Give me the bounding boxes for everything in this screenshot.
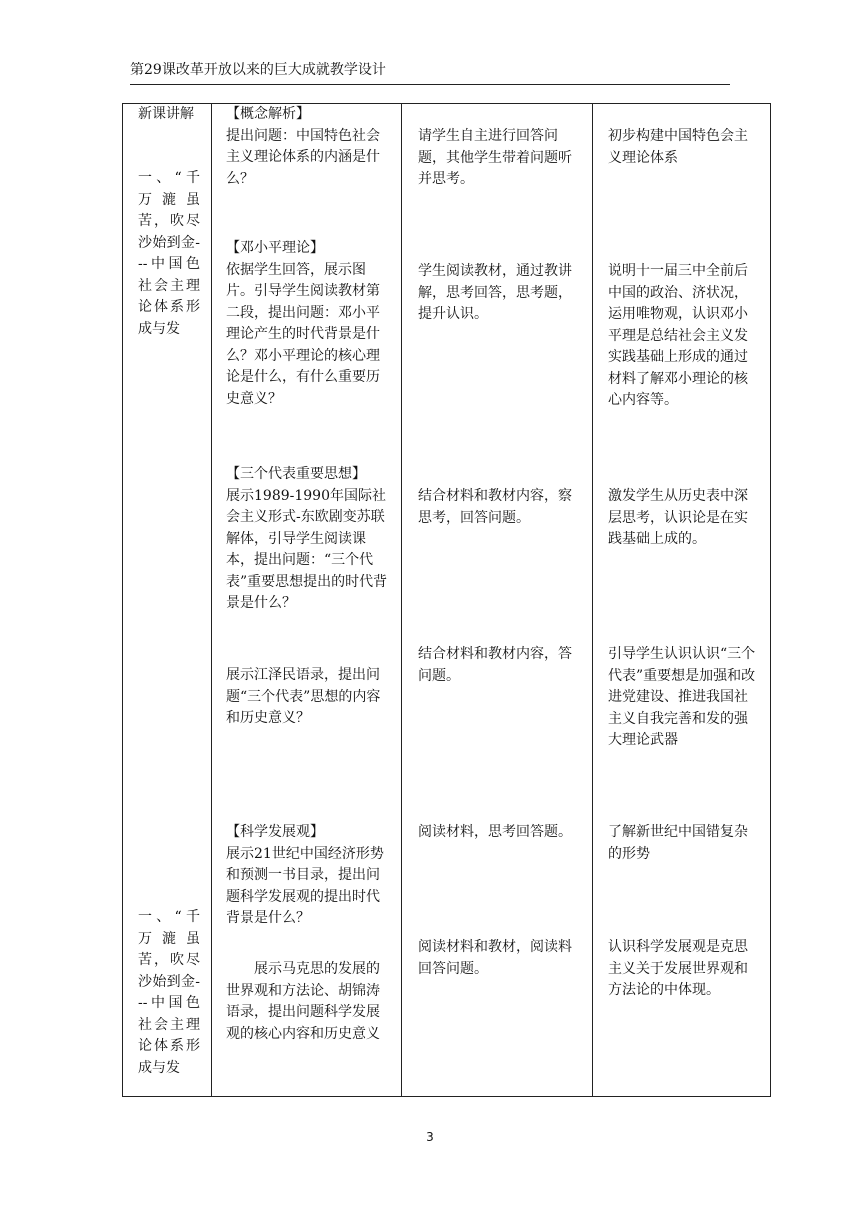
student-block-1: 请学生自主进行回答问题，其他学生带着问题听并思考。 bbox=[418, 128, 572, 187]
teacher-block-dengxiaoping: 【邓小平理论】 依据学生回答，展示图片。引导学生阅读教材第二段，提出问题：邓小平理论产生的时代背景是什么？邓小平理论的核心理论是什么，有什么重要历史意义？ bbox=[226, 240, 380, 407]
student-block-6: 阅读材料和教材，阅读料回答问题。 bbox=[418, 939, 572, 977]
student-block-5: 阅读材料，思考回答题。 bbox=[418, 824, 572, 840]
intent-block-6: 认识科学发展观是克思主义关于发展世界观和方法论的中体现。 bbox=[608, 939, 748, 998]
document-header: 第29课改革开放以来的巨大成就教学设计 bbox=[130, 62, 386, 78]
student-block-3: 结合材料和教材内容，察思考，回答问题。 bbox=[418, 488, 572, 526]
teacher-block-scientific-development: 【科学发展观】 展示21世纪中国经济形势和预测一书目录，提出问题科学发展观的提出时代背景是什么？ bbox=[226, 824, 384, 926]
header-divider bbox=[130, 84, 730, 85]
teacher-block-concept: 【概念解析】 提出问题：中国特色社会主义理论体系的内涵是什么？ bbox=[226, 106, 380, 187]
teacher-activity-column bbox=[212, 104, 402, 1097]
section-topic-1: 一、“千万漉虽苦，吹尽沙始到金---中国色社会主理论体系形成与发 bbox=[138, 170, 200, 337]
student-block-2: 学生阅读教材，通过教讲解，思考回答，思考题，提升认识。 bbox=[418, 263, 572, 322]
teacher-block-three-represents: 【三个代表重要思想】 展示1989-1990年国际社会主义形式-东欧剧变苏联解体，引导学生阅读课本，提出问题：“三个代表”重要思想提出的时代背景是什么？ bbox=[226, 466, 388, 611]
intent-block-1: 初步构建中国特色会主义理论体系 bbox=[608, 128, 748, 166]
student-activity-column bbox=[402, 104, 593, 1097]
section-label: 新课讲解 bbox=[138, 106, 194, 122]
intent-block-4: 引导学生认识认识“三个代表”重要想是加强和改进党建设、推进我国社主义自我完善和发的强大理论武器 bbox=[608, 646, 756, 748]
table-row bbox=[123, 104, 771, 1097]
intent-block-3: 激发学生从历史表中深层思考，认识论是在实践基础上成的。 bbox=[608, 488, 748, 547]
page-number: 3 bbox=[426, 1130, 434, 1144]
lesson-plan-table bbox=[122, 103, 771, 1097]
intent-block-2: 说明十一届三中全前后中国的政治、济状况，运用唯物观，认识邓小平理是总结社会主义发实践基础上形成的通过材料了解邓小理论的核心内容等。 bbox=[608, 263, 748, 408]
teacher-block-jiangzemin: 展示江泽民语录，提出问题“三个代表”思想的内容和历史意义？ bbox=[226, 667, 381, 726]
section-column bbox=[123, 104, 212, 1097]
section-topic-2: 一、“千万漉虽苦，吹尽沙始到金---中国色社会主理论体系形成与发 bbox=[138, 909, 200, 1076]
design-intent-column bbox=[593, 104, 771, 1097]
intent-block-5: 了解新世纪中国错复杂的形势 bbox=[608, 824, 748, 862]
student-block-4: 结合材料和教材内容，答问题。 bbox=[418, 646, 572, 684]
teacher-block-marx: 展示马克思的发展的世界观和方法论、胡锦涛语录，提出问题科学发展观的核心内容和历史意义 bbox=[226, 961, 380, 1042]
